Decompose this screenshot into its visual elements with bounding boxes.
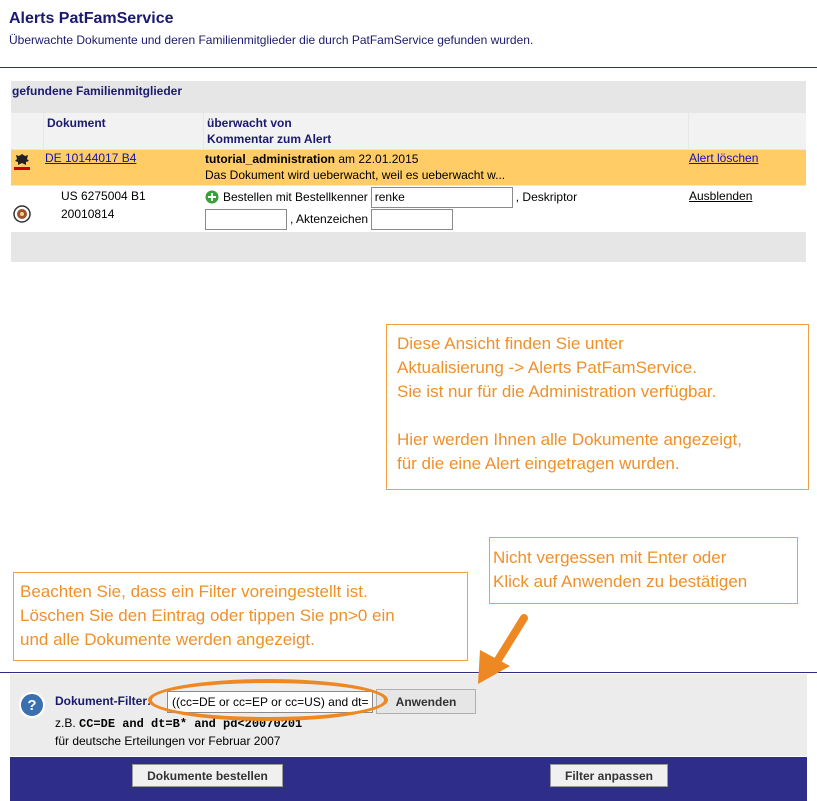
family-document-date: 20010814 — [61, 207, 115, 221]
svg-text:?: ? — [27, 697, 37, 714]
filter-example-prefix: z.B. — [55, 716, 76, 730]
callout-line: und alle Dokumente werden angezeigt. — [20, 630, 315, 649]
callout-line — [397, 404, 798, 428]
order-documents-button[interactable]: Dokumente bestellen — [132, 764, 283, 787]
callout-line: Diese Ansicht finden Sie unter — [397, 334, 624, 353]
family-members-panel — [11, 81, 806, 262]
help-icon[interactable] — [19, 692, 45, 718]
callout-view-info — [386, 324, 809, 490]
callout-filter-hint — [13, 572, 468, 661]
page-title: Alerts PatFamService — [9, 10, 174, 27]
callout-line: Löschen Sie den Eintrag oder tippen Sie pn>0 ein — [20, 606, 395, 625]
filter-example — [55, 716, 302, 731]
filter-example-code: CC=DE and dt=B* and pd<20070201 — [79, 717, 303, 731]
column-header-monitored — [204, 113, 688, 149]
callout-line: für die eine Alert eingetragen wurden. — [397, 454, 680, 473]
filter-help-text: für deutsche Erteilungen vor Februar 2007 — [55, 734, 281, 748]
page-subtitle: Überwachte Dokumente und deren Familienmitglieder die durch PatFamService gefunden wurden. — [9, 33, 534, 47]
top-divider — [0, 67, 817, 68]
column-header-comment-label: Kommentar zum Alert — [207, 132, 332, 146]
descriptor-label: , Deskriptor — [515, 190, 578, 204]
alert-user: tutorial_administration — [205, 152, 336, 166]
adjust-filter-button[interactable]: Filter anpassen — [550, 764, 668, 787]
apply-filter-button[interactable]: Anwenden — [376, 689, 476, 714]
callout-line: Klick auf Anwenden zu bestätigen — [493, 572, 748, 591]
order-label: Bestellen mit Bestellkenner — [223, 190, 368, 204]
file-reference-label: , Aktenzeichen — [290, 212, 369, 226]
alert-date: am 22.01.2015 — [338, 152, 419, 166]
panel-heading: gefundene Familienmitglieder — [12, 84, 183, 98]
us-seal-icon — [13, 205, 31, 223]
descriptor-input[interactable] — [205, 209, 287, 230]
callout-line: Aktualisierung -> Alerts PatFamService. — [397, 358, 697, 377]
callout-line: Hier werden Ihnen alle Dokumente angezeigt, — [397, 430, 742, 449]
alert-comment: Das Dokument wird ueberwacht, weil es ueberwacht w... — [205, 168, 506, 182]
family-document-number: US 6275004 B1 — [61, 189, 146, 203]
add-circle-icon[interactable] — [205, 190, 219, 204]
column-header-actions — [689, 113, 806, 149]
order-line — [205, 186, 577, 208]
filter-panel — [10, 674, 807, 756]
file-reference-input[interactable] — [371, 209, 453, 230]
callout-confirm-hint — [489, 537, 798, 604]
header-icon-column — [11, 113, 43, 149]
column-header-document — [44, 113, 203, 149]
order-line-2 — [205, 208, 456, 230]
dpma-flag-icon — [12, 152, 32, 172]
footer-bar — [10, 757, 807, 801]
callout-line: Sie ist nur für die Administration verfügbar. — [397, 382, 717, 401]
hide-link[interactable]: Ausblenden — [689, 189, 753, 203]
alert-row — [11, 150, 806, 185]
column-header-monitored-label: überwacht von — [207, 116, 292, 130]
alert-info — [205, 151, 505, 183]
callout-line: Beachten Sie, dass ein Filter voreingestellt ist. — [20, 582, 368, 601]
delete-alert-link[interactable]: Alert löschen — [689, 151, 759, 165]
bottom-divider — [0, 672, 817, 673]
alert-owner-line — [205, 151, 505, 167]
document-filter-input[interactable] — [167, 691, 373, 713]
alert-document-link[interactable]: DE 10144017 B4 — [45, 151, 137, 165]
order-id-input[interactable] — [371, 187, 513, 208]
filter-label: Dokument-Filter: — [55, 694, 151, 708]
column-header-document-label: Dokument — [47, 116, 106, 130]
family-member-row — [11, 186, 806, 232]
callout-line: Nicht vergessen mit Enter oder — [493, 548, 727, 567]
